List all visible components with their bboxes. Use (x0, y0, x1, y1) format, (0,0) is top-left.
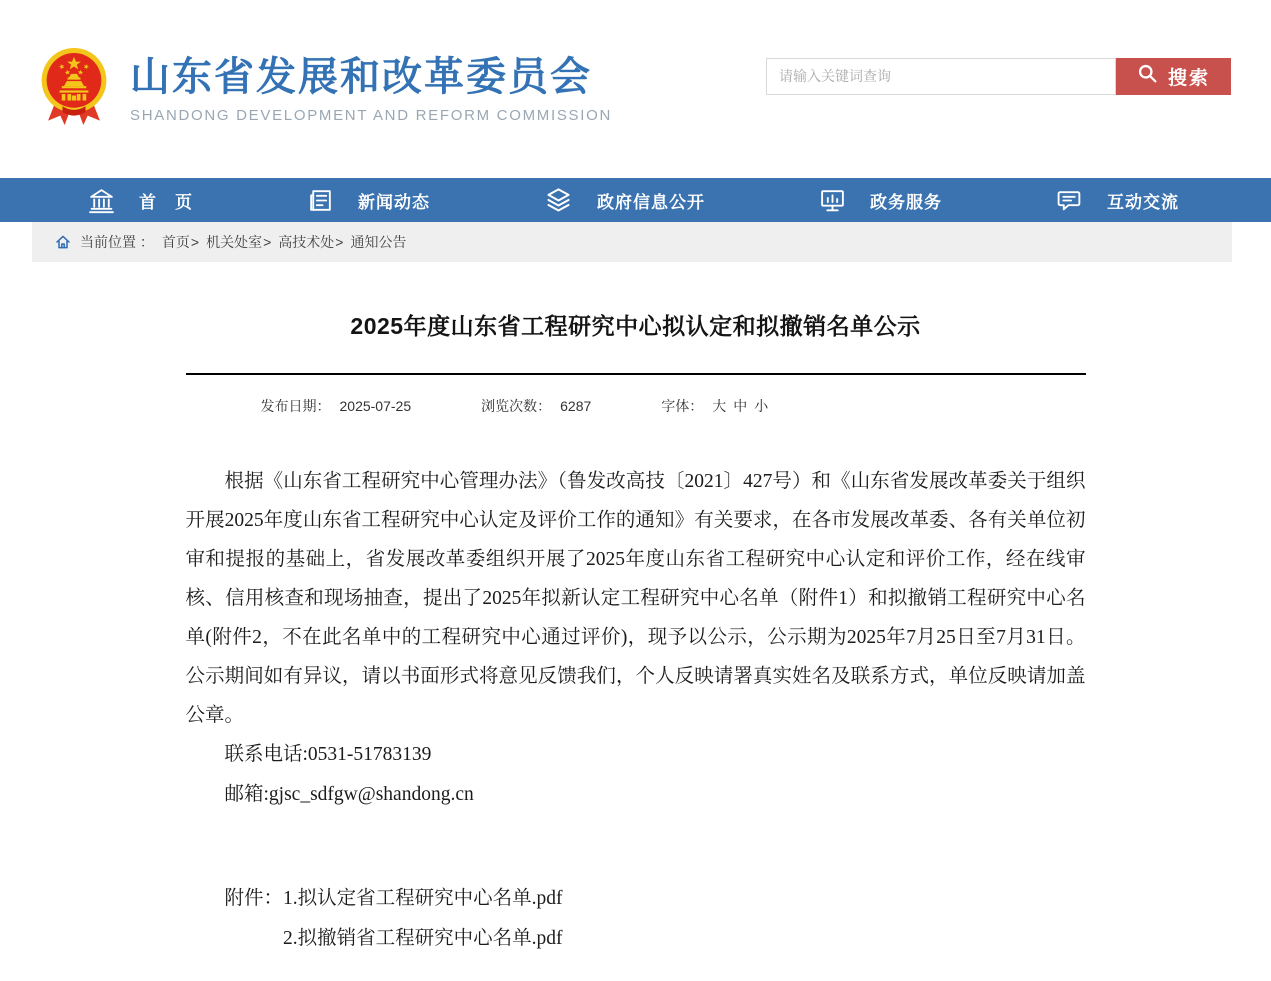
search-button[interactable] (1116, 58, 1231, 95)
breadcrumb-item-home[interactable]: 首页 (161, 234, 190, 250)
breadcrumb-row (0, 222, 1271, 262)
search-area (766, 58, 1231, 95)
publish-date-label: 发布日期： (260, 398, 331, 414)
home-icon (55, 234, 71, 250)
nav-item-gov-info[interactable] (544, 186, 705, 215)
site-subtitle: SHANDONG DEVELOPMENT AND REFORM COMMISSION (130, 107, 613, 124)
title-divider (186, 373, 1086, 375)
monitor-icon (819, 187, 846, 214)
contact-email: 邮箱:gjsc_sdfgw@shandong.cn (224, 784, 474, 805)
nav-item-label: 政务服务 (870, 192, 942, 212)
news-icon (307, 187, 334, 214)
nav-item-services[interactable] (819, 187, 942, 214)
font-size-large[interactable]: 大 (712, 398, 727, 414)
nav-item-label: 互动交流 (1107, 192, 1179, 212)
breadcrumb-item-notices[interactable]: 通知公告 (350, 234, 407, 250)
breadcrumb-separator: > (263, 234, 272, 250)
view-count-label: 浏览次数： (481, 398, 552, 414)
view-count-value: 6287 (560, 398, 592, 414)
font-size-label: 字体： (661, 398, 704, 414)
font-size-control (661, 396, 768, 416)
site-title: 山东省发展和改革委员会 (130, 55, 592, 99)
nav-item-label: 政府信息公开 (597, 192, 705, 212)
national-emblem-icon (38, 47, 110, 131)
chat-icon (1056, 187, 1083, 214)
nav-item-interaction[interactable] (1056, 187, 1179, 214)
breadcrumb-item-hightech[interactable]: 高技术处 (278, 234, 335, 250)
layers-icon (544, 186, 573, 215)
attachments-label: 附件： (224, 888, 284, 909)
nav-item-news[interactable] (307, 187, 430, 214)
view-count (481, 396, 591, 416)
font-size-options (712, 396, 768, 416)
search-icon (1137, 63, 1158, 90)
notice-paragraph: 根据《山东省工程研究中心管理办法》（鲁发改高技〔2021〕427号）和《山东省发展改革委关于组织开展2025年度山东省工程研究中心认定及评价工作的通知》有关要求，在各市发展改革委、各有关单位初审和提报的基础上，省发展改革委组织开展了2025年度山东省工程研究中心认定和评价工作，经在线审核、信用核查和现场抽查，提出了2025年拟新认定工程研究中心名单（附件1）和拟撤销工程研究中心名单(附件2，不在此名单中的工程研究中心通过评价)，现予以公示，公示期为2025年7月25日至7月31日。公示期间如有异议，请以书面形式将意见反馈我们，个人反映请署真实姓名及联系方式，单位反映请加盖公章。 (185, 471, 1086, 726)
nav-item-home[interactable] (88, 187, 193, 214)
article-title: 2025年度山东省工程研究中心拟认定和拟撤销名单公示 (350, 313, 921, 339)
article-meta (186, 396, 1086, 416)
site-header (0, 0, 1271, 178)
breadcrumb-item-offices[interactable]: 机关处室 (206, 234, 263, 250)
main-nav (0, 178, 1271, 222)
bank-icon (88, 187, 115, 214)
contact-phone: 联系电话:0531-51783139 (224, 744, 432, 765)
search-input[interactable] (766, 58, 1116, 95)
publish-date (261, 396, 412, 416)
breadcrumb-separator: > (190, 234, 200, 250)
breadcrumb-prefix: 当前位置 ： (80, 234, 154, 250)
breadcrumb-separator: > (335, 234, 344, 250)
article (186, 262, 1086, 959)
attachment-list (283, 879, 563, 959)
publish-date-value: 2025-07-25 (339, 398, 412, 414)
breadcrumb (32, 222, 1232, 262)
nav-item-label: 首 页 (139, 192, 193, 212)
font-size-small[interactable]: 小 (754, 398, 769, 414)
brand-text (130, 54, 612, 124)
search-button-label: 搜索 (1167, 67, 1210, 89)
attachment-link-1[interactable]: 1.拟认定省工程研究中心名单.pdf (283, 888, 563, 909)
nav-item-label: 新闻动态 (358, 192, 430, 212)
attachment-link-2[interactable]: 2.拟撤销省工程研究中心名单.pdf (283, 928, 563, 949)
article-body (186, 462, 1086, 959)
attachments (186, 879, 1086, 959)
font-size-medium[interactable]: 中 (733, 398, 748, 414)
brand (38, 47, 612, 131)
